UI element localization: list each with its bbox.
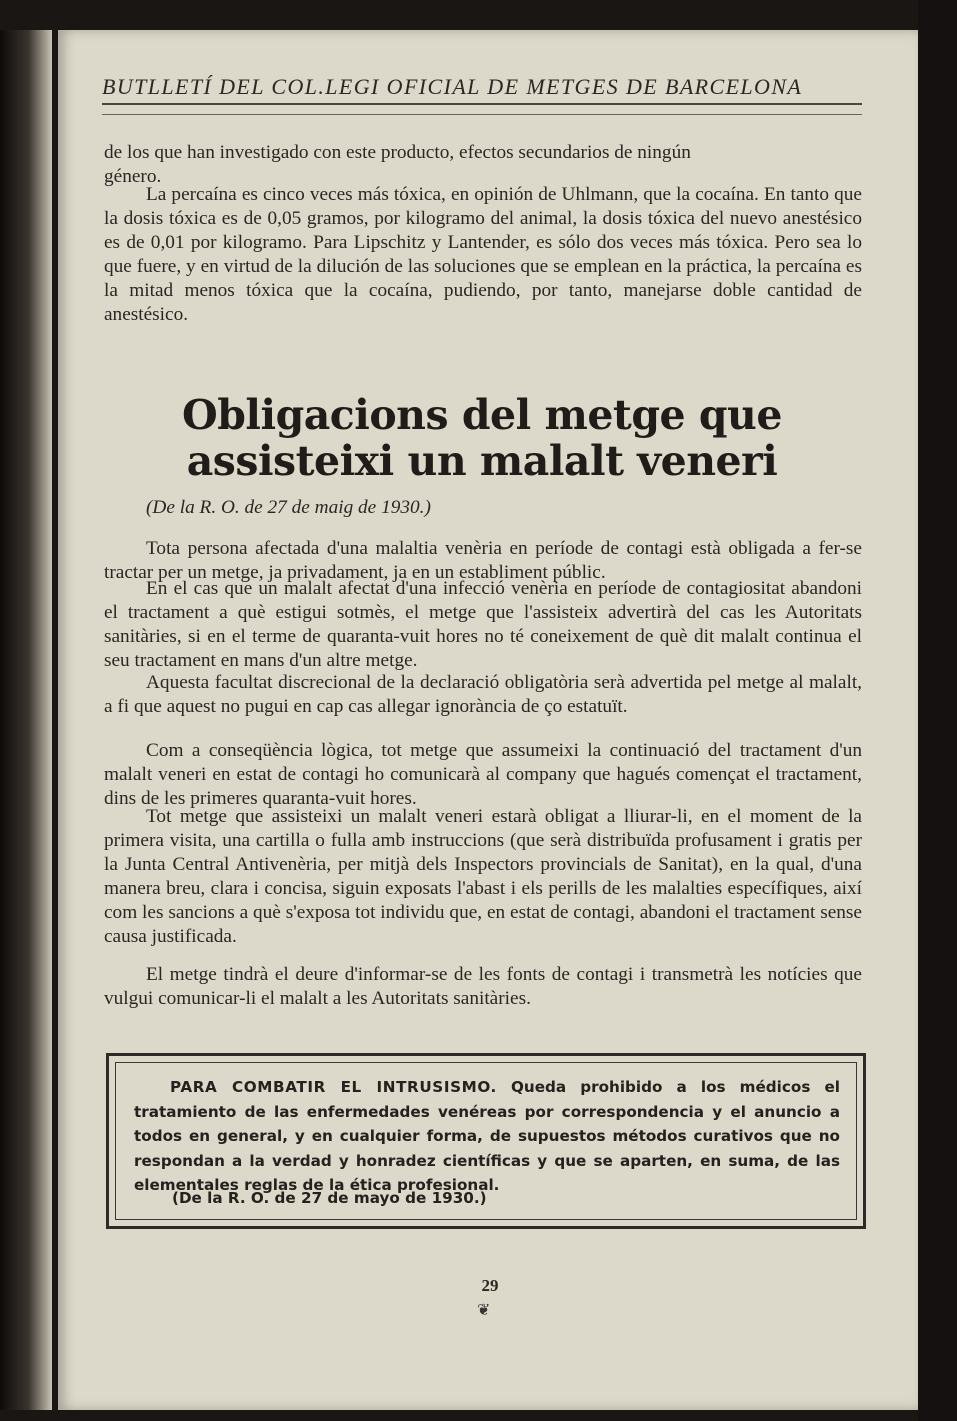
page-number: 29 — [481, 1276, 499, 1295]
article-title: Obligacions del metge que assisteixi un malalt veneri — [182, 391, 782, 485]
article-paragraph: El metge tindrà el deure d'informar-se de les fonts de contagi i transmetrà les notícies que vulgui comunicar-li el malalt a les Autoritats sanitàries. — [104, 964, 862, 1009]
intro-line: género. — [104, 166, 162, 187]
ornament-icon: ❦ — [477, 1302, 491, 1319]
header-rule-bottom — [102, 114, 862, 115]
article-paragraph: Com a conseqüència lògica, tot metge que assumeixi la continuació del tractament d'un malalt veneri en estat de contagi ho comunicarà al company que hagués començat el tractament, dins de les primeres quaranta-vuit hores. — [104, 740, 862, 809]
scan-background-right — [918, 0, 957, 1421]
article-paragraph: Tota persona afectada d'una malaltia venèria en període de contagi està obligada a fer-se tractar per un metge, ja privadament, ja en un establiment públic. — [104, 538, 862, 583]
notice-source: (De la R. O. de 27 de mayo de 1930.) — [172, 1189, 487, 1207]
notice-heading: PARA COMBATIR EL INTRUSISMO. — [170, 1078, 497, 1096]
article-paragraph: Tot metge que assisteixi un malalt veneri estarà obligat a lliurar-li, en el moment de la primera visita, una cartilla o fulla amb instruccions (que serà distribuïda profusament i gratis per la Junta Central Antivenèria, per mitjà dels Inspectors provincials de Sanitat), en la qual, d'una manera breu, clara i concisa, siguin exposats l'abast i els perills de les malalties específiques, així com les sancions a què s'exposa tot individu que, en estat de contagi, abandoni el tractament sense causa justificada. — [104, 806, 862, 947]
article-paragraph: En el cas que un malalt afectat d'una infecció venèria en període de contagiositat abandoni el tractament a què estigui sotmès, el metge que l'assisteix advertirà del cas les Autoritats sanitàries, si en el terme de quaranta-vuit hores no té coneixement de què dit malalt continua el seu tractament en mans d'un altre metge. — [104, 578, 862, 671]
notice-body: Queda prohibido a los médicos el tratamiento de las enfermedades venéreas por correspondencia y el anuncio a todos en general, y en cualquier forma, de supuestos métodos curativos que no respondan a la verdad y honradez científicas y que se aparten, en suma, de las elementales reglas de la ética profesional. — [134, 1078, 840, 1194]
article-paragraph: Aquesta facultat discrecional de la declaració obligatòria serà advertida pel metge al malalt, a fi que aquest no pugui en cap cas allegar ignorància de ço estatuït. — [104, 672, 862, 717]
intro-paragraph-continuation — [104, 141, 862, 189]
running-header: BUTLLETÍ DEL COL.LEGI OFICIAL DE METGES DE BARCELONA — [102, 74, 803, 99]
header-rule-top — [102, 103, 862, 105]
article-source: (De la R. O. de 27 de maig de 1930.) — [146, 497, 431, 518]
book-binding — [0, 30, 52, 1410]
intro-paragraph-percaina: La percaína es cinco veces más tóxica, en opinión de Uhlmann, que la cocaína. En tanto que la dosis tóxica es de 0,05 gramos, por kilogramo del animal, la dosis tóxica del nuevo anestésico es de 0,01 por kilogramo. Para Lipschitz y Lantender, es sólo dos veces más tóxica. Pero sea lo que fuere, y en virtud de la dilución de las soluciones que se emplean en la práctica, la percaína es la mitad menos tóxica que la cocaína, pudiendo, por tanto, manejarse doble cantidad de anestésico. — [104, 184, 862, 325]
intro-line: de los que han investigado con este producto, efectos secundarios de ningún — [104, 142, 691, 163]
notice-text — [134, 1075, 840, 1198]
